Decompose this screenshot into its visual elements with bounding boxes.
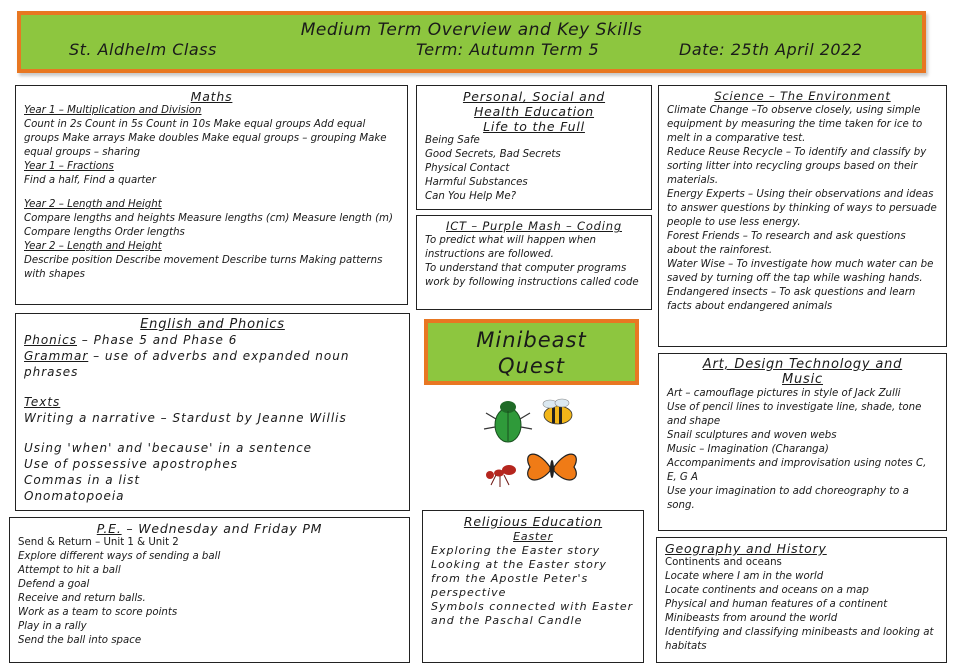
pe-item: Attempt to hit a ball [18, 565, 121, 576]
maths-heading: Maths [190, 89, 233, 104]
pshe-heading-2: Health Education [473, 104, 595, 119]
maths-y1-mult-title: Year 1 – Multiplication and Division [24, 105, 202, 116]
ant-icon [486, 465, 516, 487]
art-heading-2: Music [782, 372, 823, 387]
butterfly-icon [528, 454, 577, 480]
maths-y2-pos-title: Year 2 – Length and Height [24, 241, 162, 252]
science-panel [658, 85, 947, 347]
ict-line-2: To understand that computer programs work by following instructions called code [425, 263, 639, 288]
pshe-item: Being Safe [425, 135, 480, 146]
geography-panel [656, 537, 947, 663]
pshe-subheading: Life to the Full [483, 119, 585, 134]
re-item: Looking at the Easter story from the Apostle Peter's perspective [431, 558, 607, 599]
page-title: Medium Term Overview and Key Skills [300, 20, 643, 40]
maths-y1-frac-text: Find a half, Find a quarter [24, 175, 156, 186]
ict-heading: ICT – Purple Mash – Coding [446, 219, 622, 233]
texts-label: Texts [24, 395, 61, 409]
topic-title-box [424, 319, 639, 385]
re-subheading: Easter [513, 530, 553, 543]
pe-panel [9, 517, 410, 663]
pe-item: Receive and return balls. [18, 593, 146, 604]
english-item: Onomatopoeia [24, 489, 125, 503]
minibeast-illustrations [478, 395, 590, 495]
art-item: Snail sculptures and woven webs [667, 430, 837, 441]
maths-y2-len-text: Compare lengths and heights Measure lengths (cm) Measure length (m) Compare lengths Order lengths [24, 213, 393, 238]
pshe-panel [416, 85, 652, 210]
science-item: Water Wise – To investigate how much water can be saved by turning off the tap while washing hands. [667, 259, 934, 284]
bee-icon [543, 399, 572, 424]
ict-line-1: To predict what will happen when instructions are followed. [425, 235, 596, 260]
art-item: Use your imagination to add choreography to a song. [667, 486, 909, 511]
science-item: Forest Friends – To research and ask questions about the rainforest. [667, 231, 906, 256]
class-name: St. Aldhelm Class [69, 40, 217, 59]
art-item: Music – Imagination (Charanga) [667, 444, 829, 455]
header-banner [17, 11, 926, 73]
english-item: Commas in a list [24, 473, 141, 487]
science-item: Endangered insects – To ask questions and learn facts about endangered animals [667, 287, 916, 312]
art-item: Accompaniments and improvisation using notes C, E, G A [667, 458, 927, 483]
pshe-item: Good Secrets, Bad Secrets [425, 149, 561, 160]
re-item: Exploring the Easter story [431, 544, 601, 557]
pe-heading-text: – Wednesday and Friday PM [121, 521, 323, 536]
geography-item: Identifying and classifying minibeasts and looking at habitats [665, 627, 934, 652]
phonics-label: Phonics [24, 333, 77, 347]
art-item: Art – camouflage pictures in style of Jack Zulli [667, 388, 901, 399]
geography-item: Minibeasts from around the world [665, 613, 838, 624]
topic-title-line-2: Quest [498, 354, 565, 378]
pshe-item: Harmful Substances [425, 177, 528, 188]
science-item: Energy Experts – Using their observations and ideas to answer questions by thinking of ways to persuade people to use less energy. [667, 189, 937, 228]
texts-text: Writing a narrative – Stardust by Jeanne Willis [24, 411, 347, 425]
art-heading: Art, Design Technology and [702, 357, 903, 372]
beetle-icon [484, 401, 532, 442]
english-item: Using 'when' and 'because' in a sentence [24, 441, 313, 455]
maths-y2-pos-text: Describe position Describe movement Describe turns Making patterns with shapes [24, 255, 383, 280]
english-panel [15, 313, 410, 511]
english-item: Use of possessive apostrophes [24, 457, 238, 471]
re-item: and the Paschal Candle [431, 614, 583, 627]
pe-item: Explore different ways of sending a ball [18, 551, 221, 562]
pshe-heading: Personal, Social and [462, 89, 606, 104]
science-heading: Science – The Environment [714, 89, 891, 103]
art-panel [658, 353, 947, 531]
maths-panel [15, 85, 408, 305]
maths-y1-mult-text: Count in 2s Count in 5s Count in 10s Make equal groups Add equal groups Make arrays Make doubles Make equal groups – grouping Make equal groups – sharing [24, 119, 387, 158]
pe-heading-label: P.E. [96, 521, 122, 536]
geography-item: Physical and human features of a continent [665, 599, 888, 610]
pshe-item: Can You Help Me? [425, 191, 517, 202]
science-item: Climate Change –To observe closely, using simple equipment by measuring the time taken for ice to melt in a comparative test. [667, 105, 923, 144]
re-heading: Religious Education [463, 514, 603, 529]
maths-y2-len-title: Year 2 – Length and Height [24, 199, 162, 210]
geography-item: Locate continents and oceans on a map [665, 585, 869, 596]
geography-subheading: Continents and oceans [665, 557, 782, 568]
geography-item: Locate where I am in the world [665, 571, 824, 582]
english-heading: English and Phonics [140, 317, 285, 332]
pe-subheading: Send & Return – Unit 1 & Unit 2 [18, 537, 179, 548]
maths-y1-frac-title: Year 1 – Fractions [24, 161, 114, 172]
phonics-text: – Phase 5 and Phase 6 [76, 333, 238, 347]
term-label: Term: Autumn Term 5 [416, 40, 600, 59]
date-label: Date: 25th April 2022 [679, 40, 863, 59]
ict-panel [416, 215, 652, 310]
pe-item: Defend a goal [18, 579, 90, 590]
geography-heading: Geography and History [665, 541, 827, 556]
pe-item: Send the ball into space [18, 635, 142, 646]
re-panel [422, 510, 644, 663]
re-item: Symbols connected with Easter [431, 600, 634, 613]
grammar-label: Grammar [24, 349, 89, 363]
science-item: Reduce Reuse Recycle – To identify and classify by sorting litter into recycling groups based on their materials. [667, 147, 927, 186]
grammar-text: – use of adverbs and expanded noun phrases [24, 349, 350, 379]
pe-item: Work as a team to score points [18, 607, 178, 618]
art-item: Use of pencil lines to investigate line, shade, tone and shape [667, 402, 922, 427]
pe-item: Play in a rally [18, 621, 87, 632]
topic-title-line-1: Minibeast [476, 328, 587, 352]
pshe-item: Physical Contact [425, 163, 510, 174]
